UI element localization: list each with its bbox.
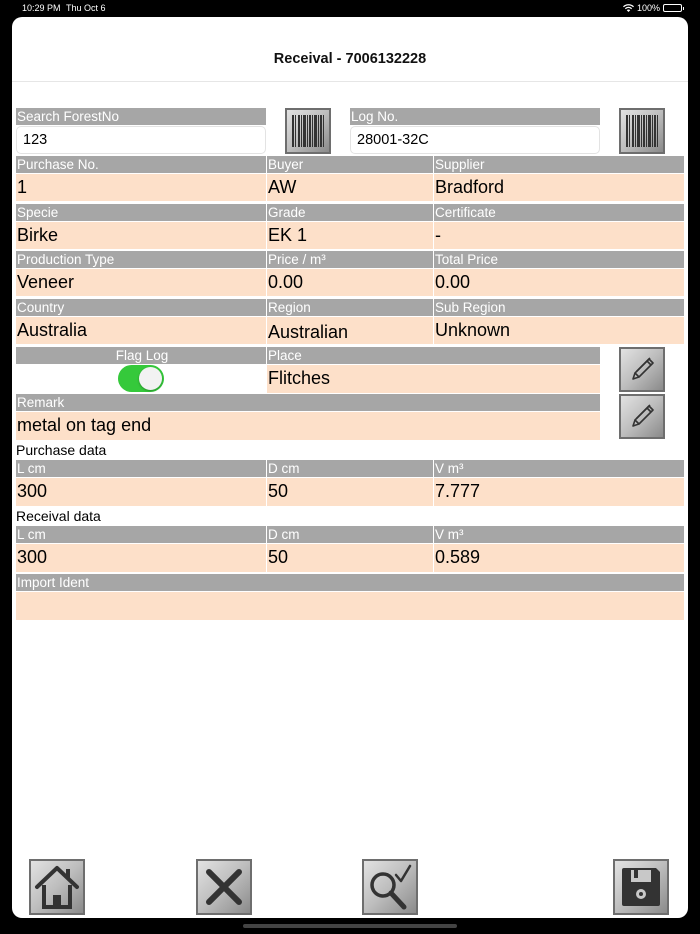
sub-region-label: Sub Region — [433, 299, 684, 316]
receival-l-label: L cm — [16, 526, 267, 543]
log-no-input[interactable]: 28001-32C — [350, 126, 600, 154]
purchase-data-title: Purchase data — [16, 442, 107, 458]
status-date: Thu Oct 6 — [66, 3, 106, 13]
production-type-label: Production Type — [16, 251, 267, 268]
purchase-no-value[interactable]: 1 — [16, 174, 267, 201]
nav-bar — [12, 17, 688, 82]
grade-value[interactable]: EK 1 — [266, 222, 433, 249]
verify-search-button[interactable] — [362, 859, 418, 915]
flag-log-label: Flag Log — [16, 347, 267, 364]
certificate-value[interactable]: - — [433, 222, 684, 249]
purchase-v-label: V m³ — [433, 460, 684, 477]
remark-label: Remark — [16, 394, 600, 411]
receival-v-label: V m³ — [433, 526, 684, 543]
barcode-icon — [291, 115, 325, 147]
search-check-icon — [366, 863, 414, 911]
place-label: Place — [266, 347, 600, 364]
battery-icon — [663, 4, 682, 12]
certificate-label: Certificate — [433, 204, 684, 221]
receival-v-value[interactable]: 0.589 — [433, 544, 684, 572]
pencil-icon — [627, 402, 657, 432]
region-label: Region — [266, 299, 433, 316]
battery-percent: 100% — [636, 3, 660, 13]
specie-label: Specie — [16, 204, 267, 221]
buyer-label: Buyer — [266, 156, 433, 173]
purchase-l-label: L cm — [16, 460, 267, 477]
home-icon — [33, 863, 81, 911]
region-value[interactable]: Australian — [266, 317, 433, 344]
remark-value[interactable]: metal on tag end — [16, 412, 600, 440]
supplier-value[interactable]: Bradford — [433, 174, 684, 201]
home-button[interactable] — [29, 859, 85, 915]
status-right — [623, 3, 682, 13]
scan-log-no-button[interactable] — [619, 108, 665, 154]
status-time: 10:29 PM — [22, 3, 61, 13]
sub-region-value[interactable]: Unknown — [433, 317, 684, 344]
total-price-value[interactable]: 0.00 — [433, 269, 684, 296]
receival-sheet — [12, 17, 688, 918]
purchase-no-label: Purchase No. — [16, 156, 267, 173]
log-no-label: Log No. — [350, 108, 600, 125]
receival-d-value[interactable]: 50 — [266, 544, 433, 572]
country-label: Country — [16, 299, 267, 316]
production-type-value[interactable]: Veneer — [16, 269, 267, 296]
price-m3-label: Price / m³ — [266, 251, 433, 268]
buyer-value[interactable]: AW — [266, 174, 433, 201]
edit-place-button[interactable] — [619, 347, 665, 392]
place-value[interactable]: Flitches — [266, 365, 600, 393]
receival-data-title: Receival data — [16, 508, 101, 524]
total-price-label: Total Price — [433, 251, 684, 268]
scan-forestno-button[interactable] — [285, 108, 331, 154]
import-ident-value[interactable] — [16, 592, 684, 620]
floppy-disk-icon — [618, 864, 664, 910]
receival-l-value[interactable]: 300 — [16, 544, 267, 572]
country-value[interactable]: Australia — [16, 317, 267, 344]
purchase-d-value[interactable]: 50 — [266, 478, 433, 506]
pencil-icon — [627, 355, 657, 385]
close-icon — [201, 864, 247, 910]
wifi-icon — [623, 4, 634, 12]
save-button[interactable] — [613, 859, 669, 915]
purchase-v-value[interactable]: 7.777 — [433, 478, 684, 506]
search-forestno-input[interactable]: 123 — [16, 126, 266, 154]
barcode-icon — [625, 115, 659, 147]
status-bar — [0, 0, 700, 17]
search-forestno-label: Search ForestNo — [16, 108, 266, 125]
home-indicator[interactable] — [243, 924, 457, 928]
supplier-label: Supplier — [433, 156, 684, 173]
page-title: Receival - 7006132228 — [273, 51, 427, 67]
purchase-d-label: D cm — [266, 460, 433, 477]
toggle-knob — [139, 367, 162, 390]
grade-label: Grade — [266, 204, 433, 221]
cancel-button[interactable] — [196, 859, 252, 915]
flag-log-toggle[interactable] — [118, 365, 164, 392]
specie-value[interactable]: Birke — [16, 222, 267, 249]
price-m3-value[interactable]: 0.00 — [266, 269, 433, 296]
import-ident-label: Import Ident — [16, 574, 684, 591]
receival-d-label: D cm — [266, 526, 433, 543]
purchase-l-value[interactable]: 300 — [16, 478, 267, 506]
edit-remark-button[interactable] — [619, 394, 665, 439]
